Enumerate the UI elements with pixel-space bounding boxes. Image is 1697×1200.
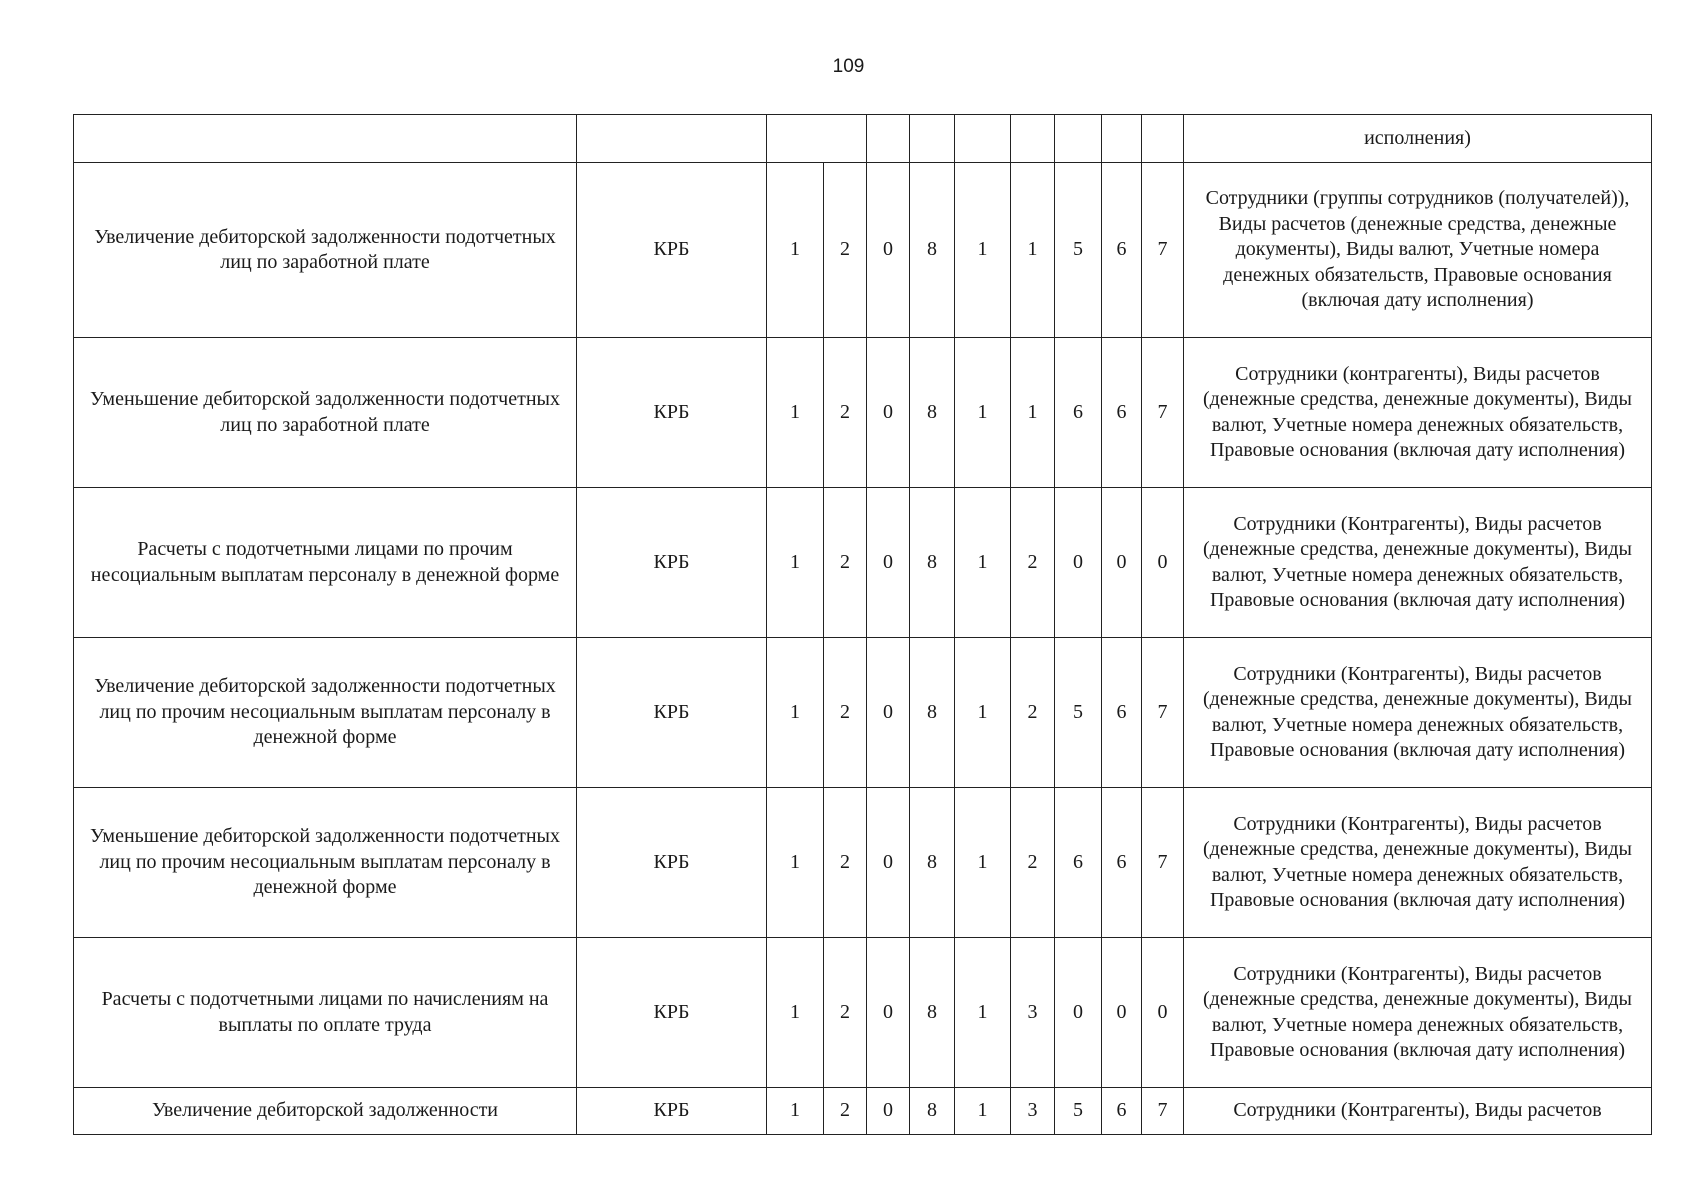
account-digit-cell: 1 — [955, 488, 1011, 638]
table-row — [74, 638, 1652, 788]
account-digit-cell — [1055, 115, 1102, 163]
account-digit-cell: 0 — [867, 338, 910, 488]
account-digit-cell: 0 — [1142, 938, 1184, 1088]
account-digit-cell: 1 — [1011, 163, 1055, 338]
account-digit-cell: 1 — [767, 788, 824, 938]
table-row — [74, 788, 1652, 938]
kfo-code-cell — [577, 115, 767, 163]
account-digit-cell: 0 — [1055, 488, 1102, 638]
account-digit-cell: 6 — [1102, 163, 1142, 338]
account-digit-cell: 3 — [1011, 1088, 1055, 1135]
account-digit-cell: 8 — [910, 788, 955, 938]
account-digit-cell: 1 — [767, 488, 824, 638]
account-digit-cell: 2 — [824, 788, 867, 938]
account-digit-cell: 2 — [824, 638, 867, 788]
analytics-cell: Сотрудники (группы сотрудников (получателей)), Виды расчетов (денежные средства, денежные документы), Виды валют, Учетные номера денежных обязательств, Правовые основания (включая дату исполнения) — [1184, 163, 1652, 338]
account-digit-cell: 1 — [767, 938, 824, 1088]
account-digit-cell: 0 — [867, 788, 910, 938]
account-digit-cell: 8 — [910, 1088, 955, 1135]
account-digit-cell: 7 — [1142, 788, 1184, 938]
account-digit-cell: 0 — [867, 938, 910, 1088]
account-digit-cell — [1142, 115, 1184, 163]
account-digit-cell: 8 — [910, 338, 955, 488]
account-digit-cell: 1 — [767, 638, 824, 788]
account-digit-cell: 5 — [1055, 638, 1102, 788]
account-name-cell — [74, 115, 577, 163]
kfo-code-cell: КРБ — [577, 488, 767, 638]
account-digit-cell: 2 — [824, 163, 867, 338]
account-digit-cell: 2 — [824, 938, 867, 1088]
account-digit-cell: 6 — [1102, 788, 1142, 938]
account-digit-cell: 6 — [1102, 338, 1142, 488]
account-name-cell: Уменьшение дебиторской задолженности подотчетных лиц по прочим несоциальным выплатам персоналу в денежной форме — [74, 788, 577, 938]
account-digit-cell: 0 — [867, 163, 910, 338]
account-digit-cell: 6 — [1055, 788, 1102, 938]
account-name-cell: Увеличение дебиторской задолженности подотчетных лиц по заработной плате — [74, 163, 577, 338]
account-digit-cell: 1 — [767, 1088, 824, 1135]
account-digit-cell: 8 — [910, 488, 955, 638]
account-name-cell: Уменьшение дебиторской задолженности подотчетных лиц по заработной плате — [74, 338, 577, 488]
account-digit-cell — [1102, 115, 1142, 163]
analytics-cell: Сотрудники (Контрагенты), Виды расчетов — [1184, 1088, 1652, 1135]
account-name-cell: Увеличение дебиторской задолженности подотчетных лиц по прочим несоциальным выплатам персоналу в денежной форме — [74, 638, 577, 788]
account-digit-cell: 1 — [955, 788, 1011, 938]
account-digit-cell: 0 — [867, 638, 910, 788]
analytics-cell: Сотрудники (контрагенты), Виды расчетов (денежные средства, денежные документы), Виды валют, Учетные номера денежных обязательств, Правовые основания (включая дату исполнения) — [1184, 338, 1652, 488]
kfo-code-cell: КРБ — [577, 788, 767, 938]
analytics-cell: Сотрудники (Контрагенты), Виды расчетов (денежные средства, денежные документы), Виды валют, Учетные номера денежных обязательств, Правовые основания (включая дату исполнения) — [1184, 938, 1652, 1088]
table-row — [74, 1088, 1652, 1135]
account-digit-cell — [767, 115, 867, 163]
account-digit-cell: 8 — [910, 638, 955, 788]
account-digit-cell: 2 — [824, 1088, 867, 1135]
account-digit-cell: 2 — [824, 488, 867, 638]
table-row — [74, 115, 1652, 163]
account-digit-cell — [910, 115, 955, 163]
account-digit-cell: 7 — [1142, 163, 1184, 338]
kfo-code-cell: КРБ — [577, 638, 767, 788]
account-digit-cell — [955, 115, 1011, 163]
account-digit-cell: 1 — [767, 338, 824, 488]
account-digit-cell: 0 — [1102, 488, 1142, 638]
kfo-code-cell: КРБ — [577, 938, 767, 1088]
account-digit-cell: 5 — [1055, 163, 1102, 338]
account-digit-cell: 6 — [1102, 638, 1142, 788]
account-digit-cell: 7 — [1142, 1088, 1184, 1135]
account-digit-cell: 7 — [1142, 638, 1184, 788]
account-digit-cell: 8 — [910, 938, 955, 1088]
table-row — [74, 338, 1652, 488]
account-digit-cell: 8 — [910, 163, 955, 338]
account-digit-cell: 0 — [1055, 938, 1102, 1088]
account-digit-cell — [867, 115, 910, 163]
account-digit-cell: 6 — [1055, 338, 1102, 488]
account-digit-cell: 2 — [824, 338, 867, 488]
kfo-code-cell: КРБ — [577, 163, 767, 338]
account-name-cell: Расчеты с подотчетными лицами по начислениям на выплаты по оплате труда — [74, 938, 577, 1088]
account-digit-cell — [1011, 115, 1055, 163]
kfo-code-cell: КРБ — [577, 1088, 767, 1135]
table-row — [74, 938, 1652, 1088]
analytics-cell: Сотрудники (Контрагенты), Виды расчетов (денежные средства, денежные документы), Виды валют, Учетные номера денежных обязательств, Правовые основания (включая дату исполнения) — [1184, 788, 1652, 938]
account-digit-cell: 0 — [1102, 938, 1142, 1088]
account-digit-cell: 1 — [955, 938, 1011, 1088]
account-digit-cell: 7 — [1142, 338, 1184, 488]
account-digit-cell: 2 — [1011, 638, 1055, 788]
account-digit-cell: 5 — [1055, 1088, 1102, 1135]
analytics-cell: Сотрудники (Контрагенты), Виды расчетов (денежные средства, денежные документы), Виды валют, Учетные номера денежных обязательств, Правовые основания (включая дату исполнения) — [1184, 488, 1652, 638]
kfo-code-cell: КРБ — [577, 338, 767, 488]
account-digit-cell: 1 — [955, 163, 1011, 338]
account-digit-cell: 1 — [1011, 338, 1055, 488]
account-digit-cell: 0 — [867, 488, 910, 638]
analytics-cell: исполнения) — [1184, 115, 1652, 163]
account-digit-cell: 3 — [1011, 938, 1055, 1088]
account-digit-cell: 0 — [1142, 488, 1184, 638]
account-digit-cell: 2 — [1011, 788, 1055, 938]
account-digit-cell: 2 — [1011, 488, 1055, 638]
account-digit-cell: 1 — [955, 638, 1011, 788]
accounts-table — [73, 114, 1652, 1135]
account-digit-cell: 1 — [955, 1088, 1011, 1135]
account-digit-cell: 1 — [955, 338, 1011, 488]
account-digit-cell: 6 — [1102, 1088, 1142, 1135]
page-number: 109 — [832, 56, 865, 77]
table-row — [74, 488, 1652, 638]
account-name-cell: Увеличение дебиторской задолженности — [74, 1088, 577, 1135]
analytics-cell: Сотрудники (Контрагенты), Виды расчетов (денежные средства, денежные документы), Виды валют, Учетные номера денежных обязательств, Правовые основания (включая дату исполнения) — [1184, 638, 1652, 788]
account-digit-cell: 0 — [867, 1088, 910, 1135]
table-row — [74, 163, 1652, 338]
account-name-cell: Расчеты с подотчетными лицами по прочим несоциальным выплатам персоналу в денежной форме — [74, 488, 577, 638]
account-digit-cell: 1 — [767, 163, 824, 338]
